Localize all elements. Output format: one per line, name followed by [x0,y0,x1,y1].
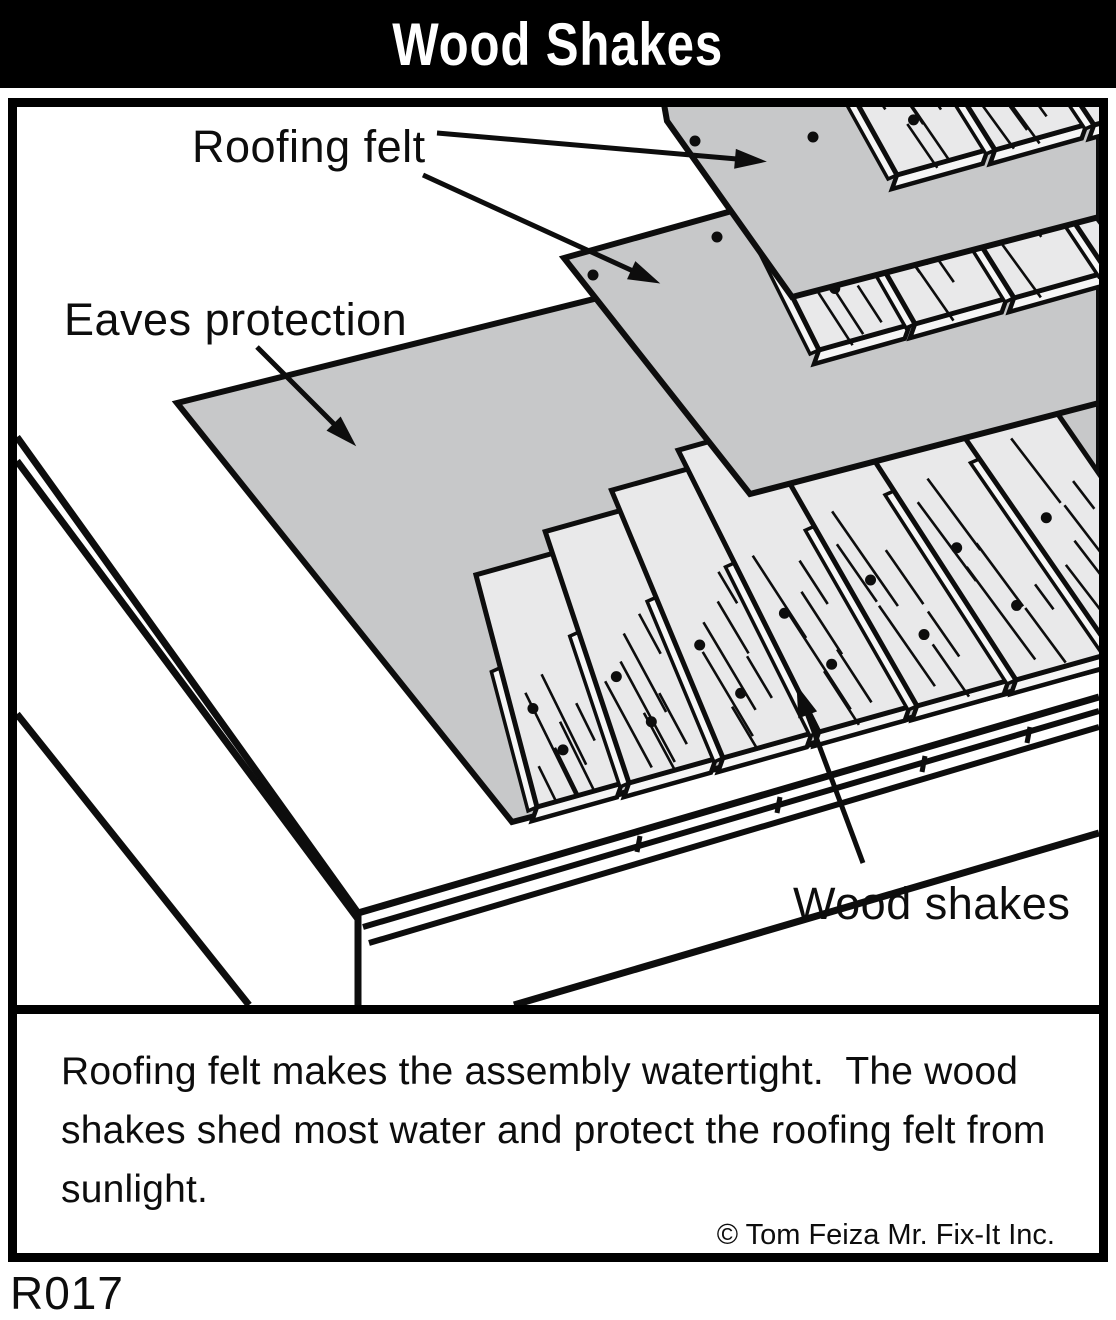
fascia-left-bottom-line [17,714,249,1005]
shake-nail-dot [919,629,930,640]
eave-tick [777,797,780,813]
figure-id: R017 [10,1267,124,1319]
diagram-canvas [17,107,1099,1005]
shake-nail-dot [865,575,876,586]
shake-nail-dot [779,608,790,619]
shake-nail-dot [908,114,919,125]
shake-nail-dot [557,744,568,755]
felt-nail-dot [588,270,599,281]
label-roofing-felt: Roofing felt [192,121,426,172]
shake-nail-dot [735,688,746,699]
felt-nail-dot [712,232,723,243]
frame-divider [17,1005,1099,1014]
leader-arrow [423,175,660,283]
shake-nail-dot [826,659,837,670]
shake-nail-dot [527,703,538,714]
roofing-layers [177,107,1099,822]
roof-illustration [17,107,1099,1005]
caption-text: Roofing felt makes the assembly watertight. The wood shakes shed most water and protect the roofing felt from sunlight. [61,1050,1057,1211]
label-eaves-protection: Eaves protection [64,294,408,345]
shake-nail-dot [1041,512,1052,523]
shake-nail-dot [646,716,657,727]
leader-line [423,175,633,271]
shake-nail-dot [611,671,622,682]
shake-nail-dot [694,639,705,650]
eave-tick [1027,727,1030,743]
shake-nail-dot [1011,600,1022,611]
shake-nail-dot [951,542,962,553]
eave-tick [922,756,925,772]
page-title: Wood Shakes [392,10,724,78]
felt-nail-dot [690,136,701,147]
title-banner [0,0,1116,88]
figure-frame [8,98,1108,1262]
label-wood-shakes: Wood shakes [793,878,1071,929]
felt-nail-dot [808,132,819,143]
eave-tick [637,836,640,852]
caption-box [17,1014,1099,1253]
copyright-credit: © Tom Feiza Mr. Fix-It Inc. [716,1219,1055,1251]
